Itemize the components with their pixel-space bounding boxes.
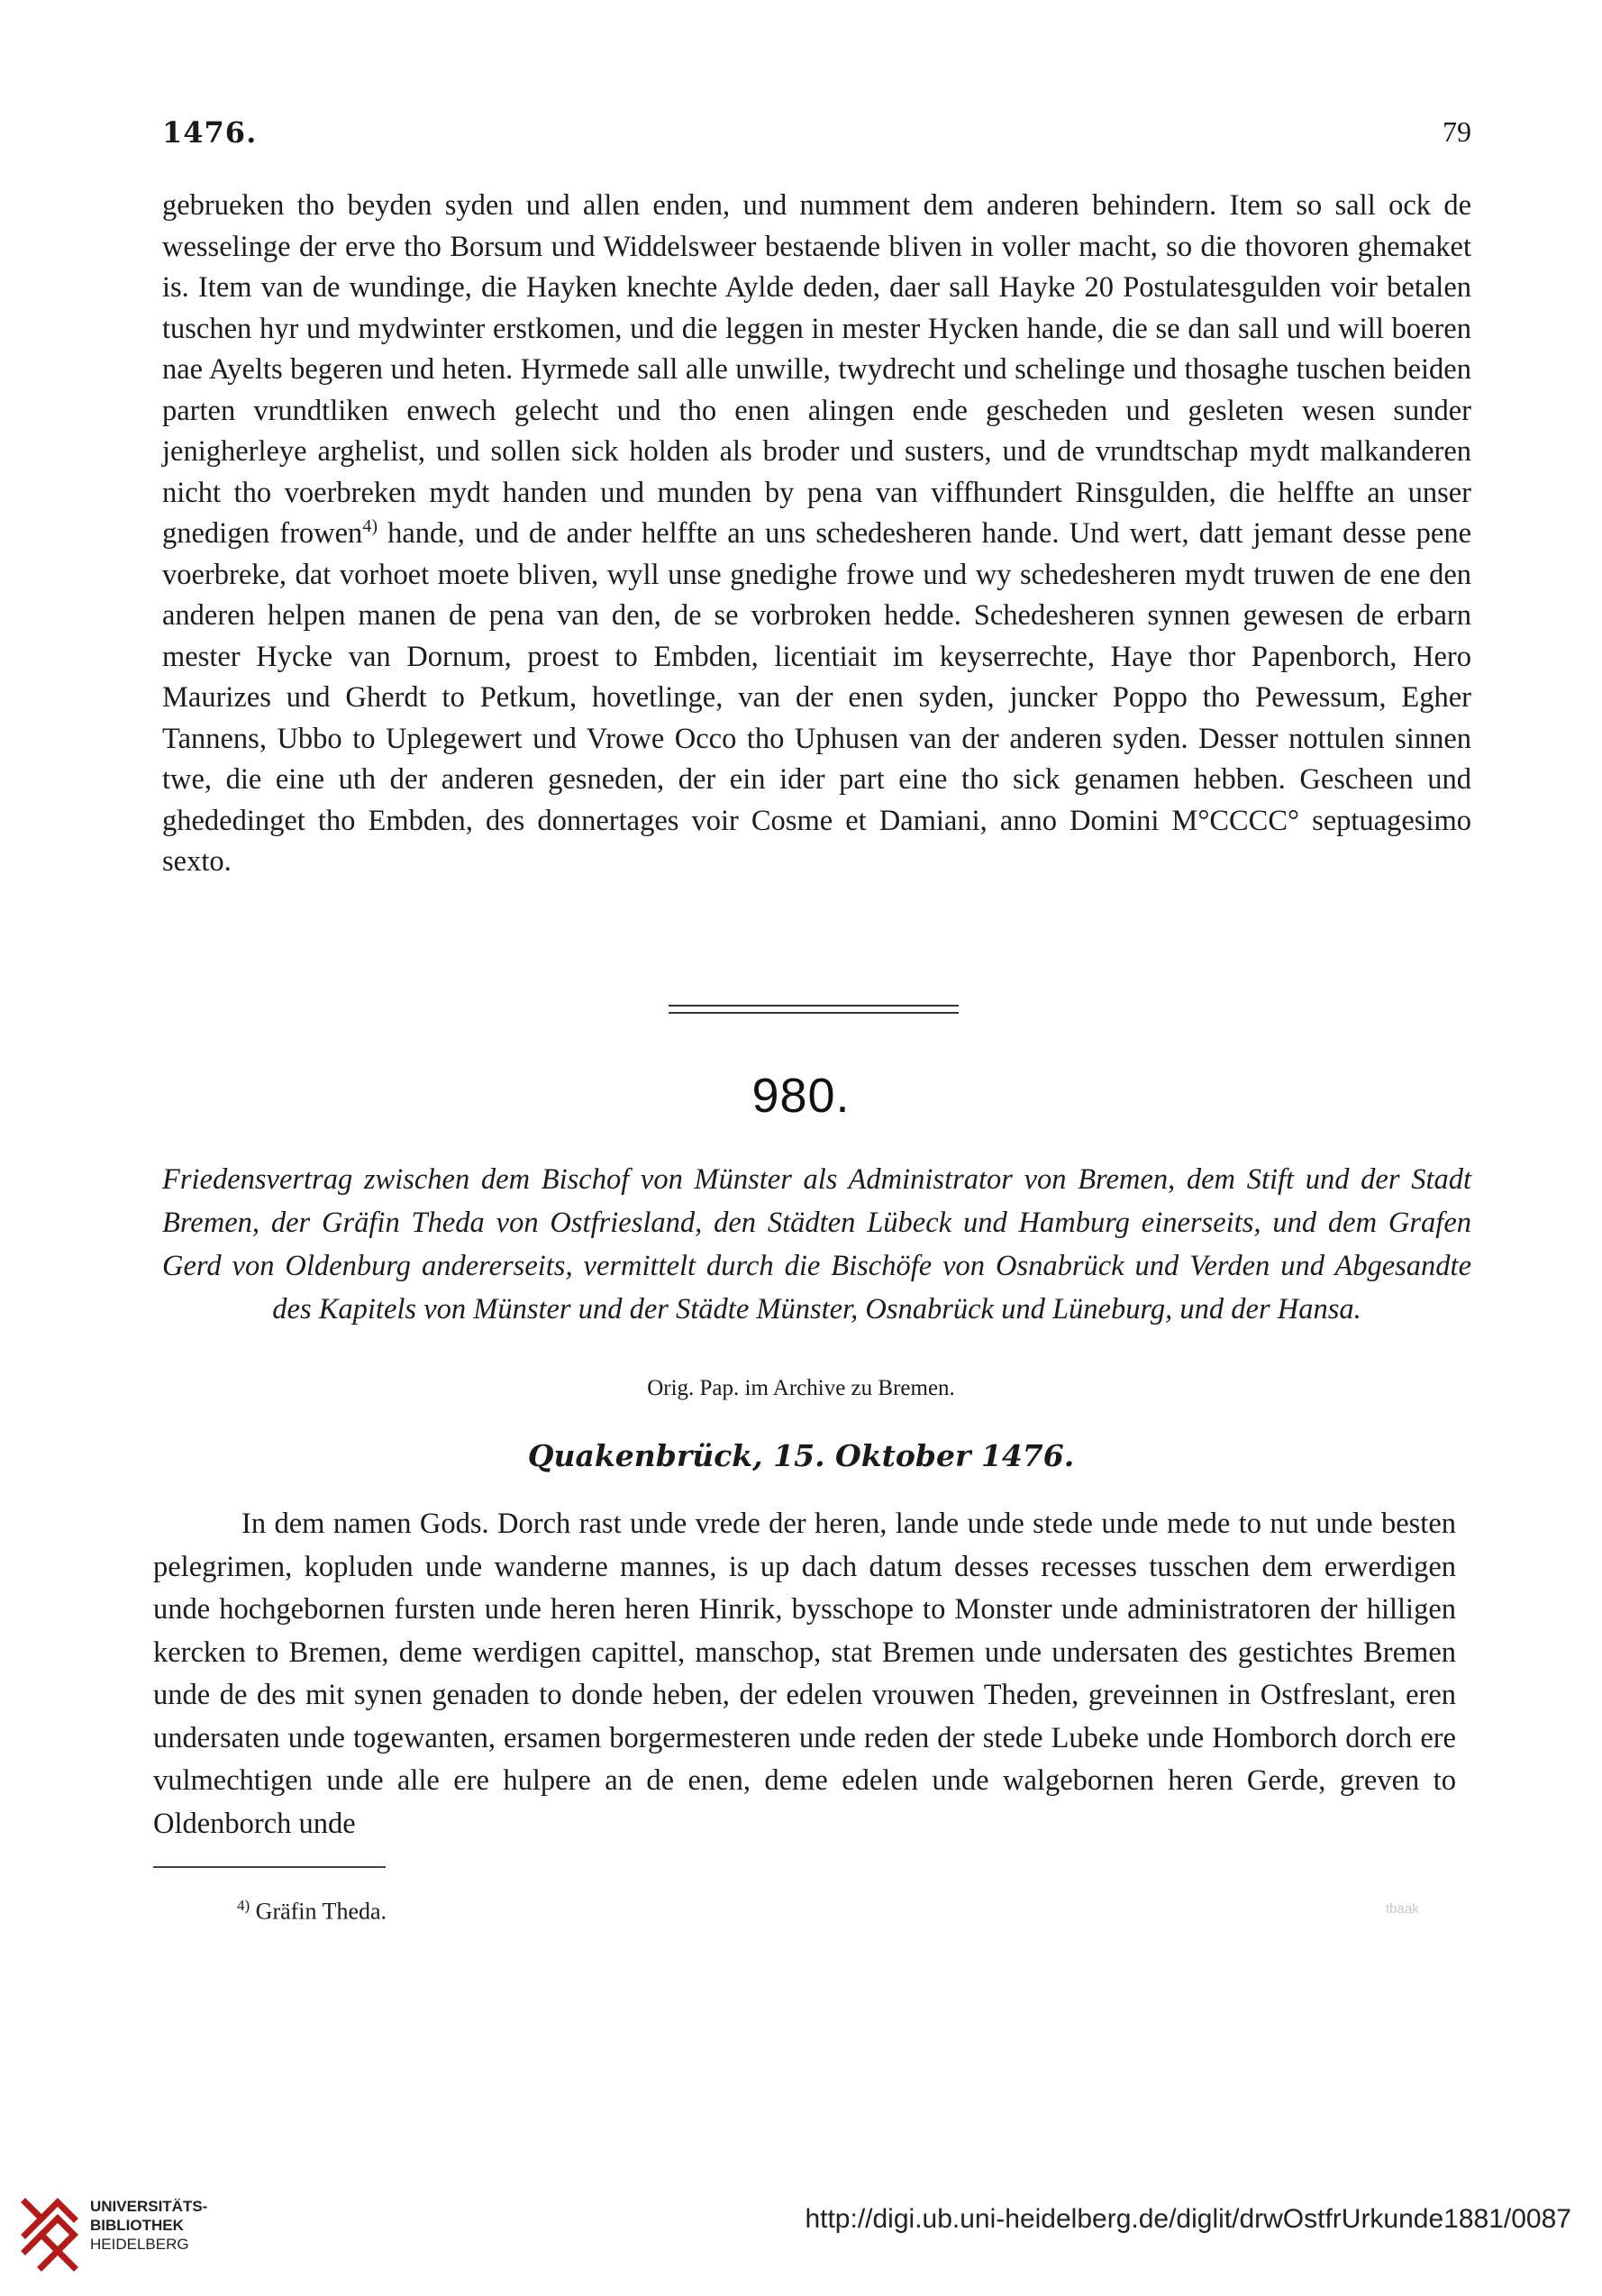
footnote-marker: 4)	[237, 1897, 250, 1914]
footnote-rule	[153, 1866, 386, 1868]
document-number: 980.	[751, 1069, 851, 1123]
footnote-reference: 4)	[362, 516, 378, 536]
place-date-heading: Quakenbrück, 15. Oktober 1476.	[527, 1438, 1075, 1473]
page-number: 79	[1443, 115, 1471, 148]
document-regest: Friedensvertrag zwischen dem Bischof von Münster als Administrator von Bremen, dem Stift und der Stadt Bremen, der Gräfin Theda von Ostfriesland, den Städten Lübeck und Hamburg einerseits, und dem Grafen Gerd von Oldenburg andererseits, vermittelt durch die Bischöfe von Osnabrück und Verden und Abgesandte des Kapitels von Münster und der Städte Münster, Osnabrück und Lüneburg, und der Hansa.	[162, 1163, 1471, 1326]
footnote-text: Gräfin Theda.	[250, 1898, 387, 1925]
library-name-line-3: HEIDELBERG	[90, 2236, 189, 2253]
library-logo-icon	[16, 2182, 81, 2276]
footnote	[237, 1897, 387, 1926]
document-body: In dem namen Gods. Dorch rast unde vrede der heren, lande unde stede unde mede to nut unde besten pelegrimen, kopluden unde wanderne mannes, is up dach datum desses recesses tusschen dem erwerdigen unde hochgebornen fursten unde heren heren Hinrik, bysschope to Monster unde administratoren der hilligen kercken to Bremen, deme werdigen capittel, manschop, stat Bremen unde undersaten des gestichtes Bremen unde de des mit synen genaden to donde heben, der edelen vrouwen Theden, greveinnen in Ostfreslant, eren undersaten unde togewanten, ersamen borgermesteren unde reden der stede Lubeke unde Homborch dorch ere vulmechtigen unde alle ere hulpere an de enen, deme edelen unde walgebornen heren Gerde, greven to Oldenborch unde	[153, 1508, 1456, 1840]
library-name-line-2: BIBLIOTHEK	[90, 2217, 184, 2234]
year-heading: 1476.	[162, 115, 258, 150]
source-url-link[interactable]: http://digi.ub.uni-heidelberg.de/diglit/drwOstfrUrkunde1881/0087	[805, 2204, 1571, 2234]
continued-text-part-1: gebrueken tho beyden syden und allen enden, und numment dem anderen behindern. Item so sall ock de wesselinge der erve tho Borsum und Widdelsweer bestaende bliven in voller macht, so die thovoren ghemaket is. Item van de wundinge, die Hayken knechte Aylde deden, daer sall Hayke 20 Postulatesgulden voir betalen tuschen hyr und mydwinter erstkomen, und die leggen in mester Hycken hande, die se dan sall und will boeren nae Ayelts begeren und heten. Hyrmede sall alle unwille, twydrecht und schelinge und thosaghe tuschen beiden parten vrundtliken enwech gelecht und tho enen alingen ende gescheden und gesleten wesen sunder jenigherleye arghelist, und sollen sick holden als broder und susters, und de vrundtschap mydt malkanderen nicht tho voerbreken mydt handen und munden by pena van viffhundert Rinsgulden, die helffte an unser gnedigen frowen	[162, 189, 1471, 550]
section-separator	[669, 1005, 959, 1014]
library-name-line-1: UNIVERSITÄTS-	[90, 2198, 208, 2215]
continued-text	[162, 186, 1471, 883]
scan-mark: tbaak	[1386, 1901, 1419, 1917]
library-name	[90, 2197, 207, 2254]
continued-text-part-2: hande, und de ander helffte an uns schedesheren hande. Und wert, datt jemant desse pene voerbreke, dat vorhoet moete bliven, wyll unse gnedighe frowe und wy schedesheren mydt truwen de ene den anderen helpen manen de pena van den, de se vorbroken hedde. Schedesheren synnen gewesen de erbarn mester Hycke van Dornum, proest to Embden, licentiait im keyserrechte, Haye thor Papenborch, Hero Maurizes und Gherdt to Petkum, hovetlinge, van der enen syden, juncker Poppo tho Pewessum, Egher Tannens, Ubbo to Uplegewert und Vrowe Occo tho Uphusen van der anderen syden. Desser nottulen sinnen twe, die eine uth der anderen gesneden, der ein ider part eine tho sick genamen hebben. Gescheen und ghededinget tho Embden, des donnertages voir Cosme et Damiani, anno Domini M°CCCC° septuagesimo sexto.	[162, 517, 1472, 878]
page-header	[162, 115, 1471, 160]
source-note: Orig. Pap. im Archive zu Bremen.	[647, 1376, 955, 1400]
library-logo[interactable]	[16, 2182, 250, 2282]
